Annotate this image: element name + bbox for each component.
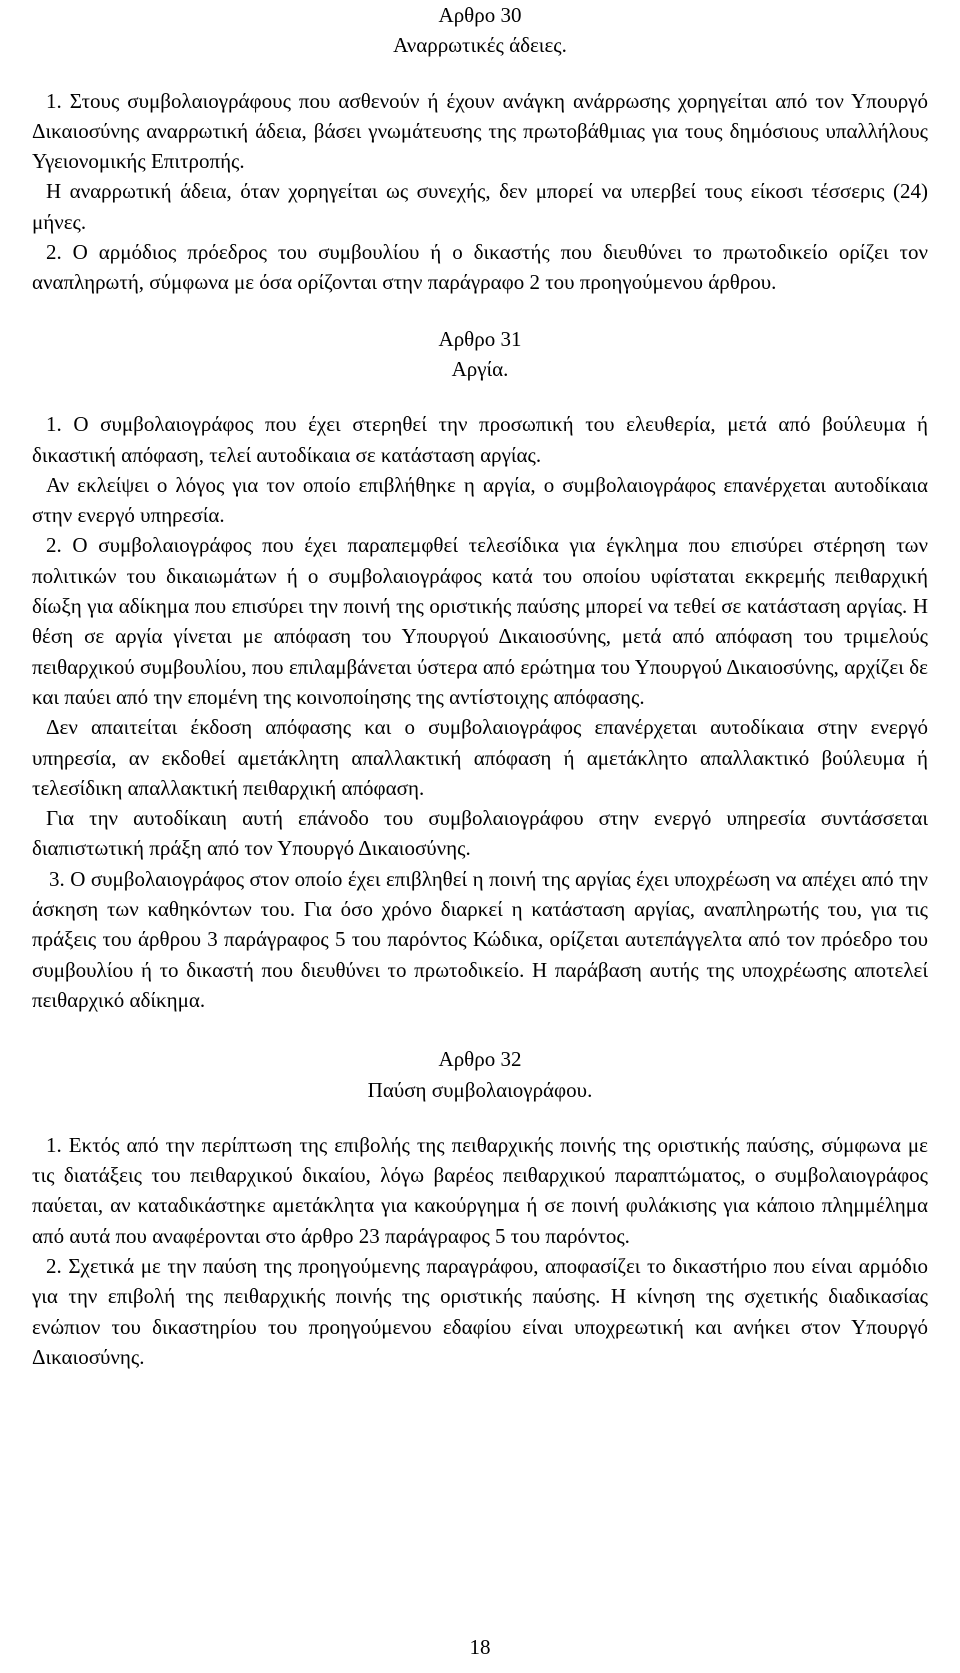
article-body — [32, 86, 928, 298]
article-title: Αργία. — [451, 356, 509, 381]
paragraph: 2. Ο αρμόδιος πρόεδρος του συμβουλίου ή ο δικαστής που διευθύνει το πρωτοδικείο ορίζει τον αναπληρωτή, σύμφωνα με όσα ορίζονται στην παράγραφο 2 του προηγούμενου άρθρου. — [32, 240, 928, 295]
paragraph: 1. Εκτός από την περίπτωση της επιβολής της πειθαρχικής ποινής της οριστικής παύσης, σύμφωνα με τις διατάξεις του πειθαρχικού δικαίου, λόγω βαρέος πειθαρχικού παραπτώματος, ο συμβολαιογράφος παύεται, αν καταδικάστηκε αμετάκλητα για κακούργημα ή σε ποινή φυλάκισης για κάποιο πλημμέλημα από αυτά που αναφέρονται στο άρθρο 23 παράγραφος 5 του παρόντος. — [32, 1132, 928, 1248]
paragraph: Η αναρρωτική άδεια, όταν χορηγείται ως συνεχής, δεν μπορεί να υπερβεί τους είκοσι τέσσερις (24) μήνες. — [32, 179, 928, 234]
paragraph: 1. Στους συμβολαιογράφους που ασθενούν ή έχουν ανάγκη ανάρρωσης χορηγείται από τον Υπουργό Δικαιοσύνης αναρρωτική άδεια, βάσει γνωμάτευσης της πρωτοβάθμιας για τους δημόσιους υπαλλήλους Υγειονομικής Επιτροπής. — [32, 88, 928, 174]
article-30 — [32, 0, 928, 298]
article-title: Παύση συμβολαιογράφου. — [367, 1077, 593, 1102]
paragraph: Αν εκλείψει ο λόγος για τον οποίο επιβλήθηκε η αργία, ο συμβολαιογράφος επανέρχεται αυτοδίκαια στην ενεργό υπηρεσία. — [32, 472, 928, 528]
page-number: 18 — [469, 1635, 491, 1659]
article-number: Αρθρο 30 — [438, 3, 522, 27]
document-page — [32, 0, 928, 1372]
article-title: Αναρρωτικές άδειες. — [393, 33, 567, 58]
article-body — [32, 1130, 928, 1372]
article-32 — [32, 1044, 928, 1372]
paragraph: Δεν απαιτείται έκδοση απόφασης και ο συμβολαιογράφος επανέρχεται αυτοδίκαια στην ενεργό υπηρεσία, αν εκδοθεί αμετάκλητη απαλλακτική απόφαση ή αμετάκλητο απαλλακτικό βούλευμα ή τελεσίδικη απαλλακτική πειθαρχική απόφαση. — [32, 715, 928, 800]
article-31 — [32, 324, 928, 1016]
article-body — [32, 409, 928, 1015]
paragraph: 2. Σχετικά με την παύση της προηγούμενης παραγράφου, αποφασίζει το δικαστήριο που είναι αρμόδιο για την επιβολή της πειθαρχικής ποινής της οριστικής παύσης. Η κίνηση της σχετικής διαδικασίας ενώπιον του δικαστηρίου του προηγούμενου εδαφίου είναι υποχρεωτική και ανήκει στον Υπουργό Δικαιοσύνης. — [32, 1253, 928, 1369]
paragraph: 2. Ο συμβολαιογράφος που έχει παραπεμφθεί τελεσίδικα για έγκλημα που επισύρει στέρηση των πολιτικών του δικαιωμάτων ή ο συμβολαιογράφος κατά του οποίου υφίσταται εκκρεμής πειθαρχική δίωξη για αδίκημα που επισύρει την ποινή της οριστικής παύσης μπορεί να τεθεί σε κατάσταση αργίας. Η θέση σε αργία γίνεται με απόφαση του Υπουργού Δικαιοσύνης, μετά από απόφαση του τριμελούς πειθαρχικού συμβουλίου, που επιλαμβάνεται ύστερα από ερώτημα του Υπουργού Δικαιοσύνης, αρχίζει δε και παύει από την επομένη της κοινοποίησης της αντίστοιχης απόφασης. — [32, 533, 928, 709]
article-number: Αρθρο 32 — [438, 1047, 522, 1072]
paragraph: 3. Ο συμβολαιογράφος στον οποίο έχει επιβληθεί η ποινή της αργίας έχει υποχρέωση να απέχει από την άσκηση των καθηκόντων του. Για όσο χρόνο διαρκεί η κατάσταση αργίας, αναπληρωτής του, για τις πράξεις του άρθρου 3 παράγραφος 5 του παρόντος Κώδικα, ορίζεται αυτεπάγγελτα από τον πρόεδρο του συμβουλίου ή το δικαστή που διευθύνει το πρωτοδικείο. Η παράβαση αυτής της υποχρέωσης αποτελεί πειθαρχικό αδίκημα. — [32, 866, 928, 1012]
paragraph: Για την αυτοδίκαιη αυτή επάνοδο του συμβολαιογράφου στην ενεργό υπηρεσία συντάσσεται διαπιστωτική πράξη από τον Υπουργό Δικαιοσύνης. — [32, 806, 928, 861]
paragraph: 1. Ο συμβολαιογράφος που έχει στερηθεί την προσωπική του ελευθερία, μετά από βούλευμα ή δικαστική απόφαση, τελεί αυτοδίκαια σε κατάσταση αργίας. — [32, 412, 928, 467]
article-number: Αρθρο 31 — [438, 326, 522, 351]
